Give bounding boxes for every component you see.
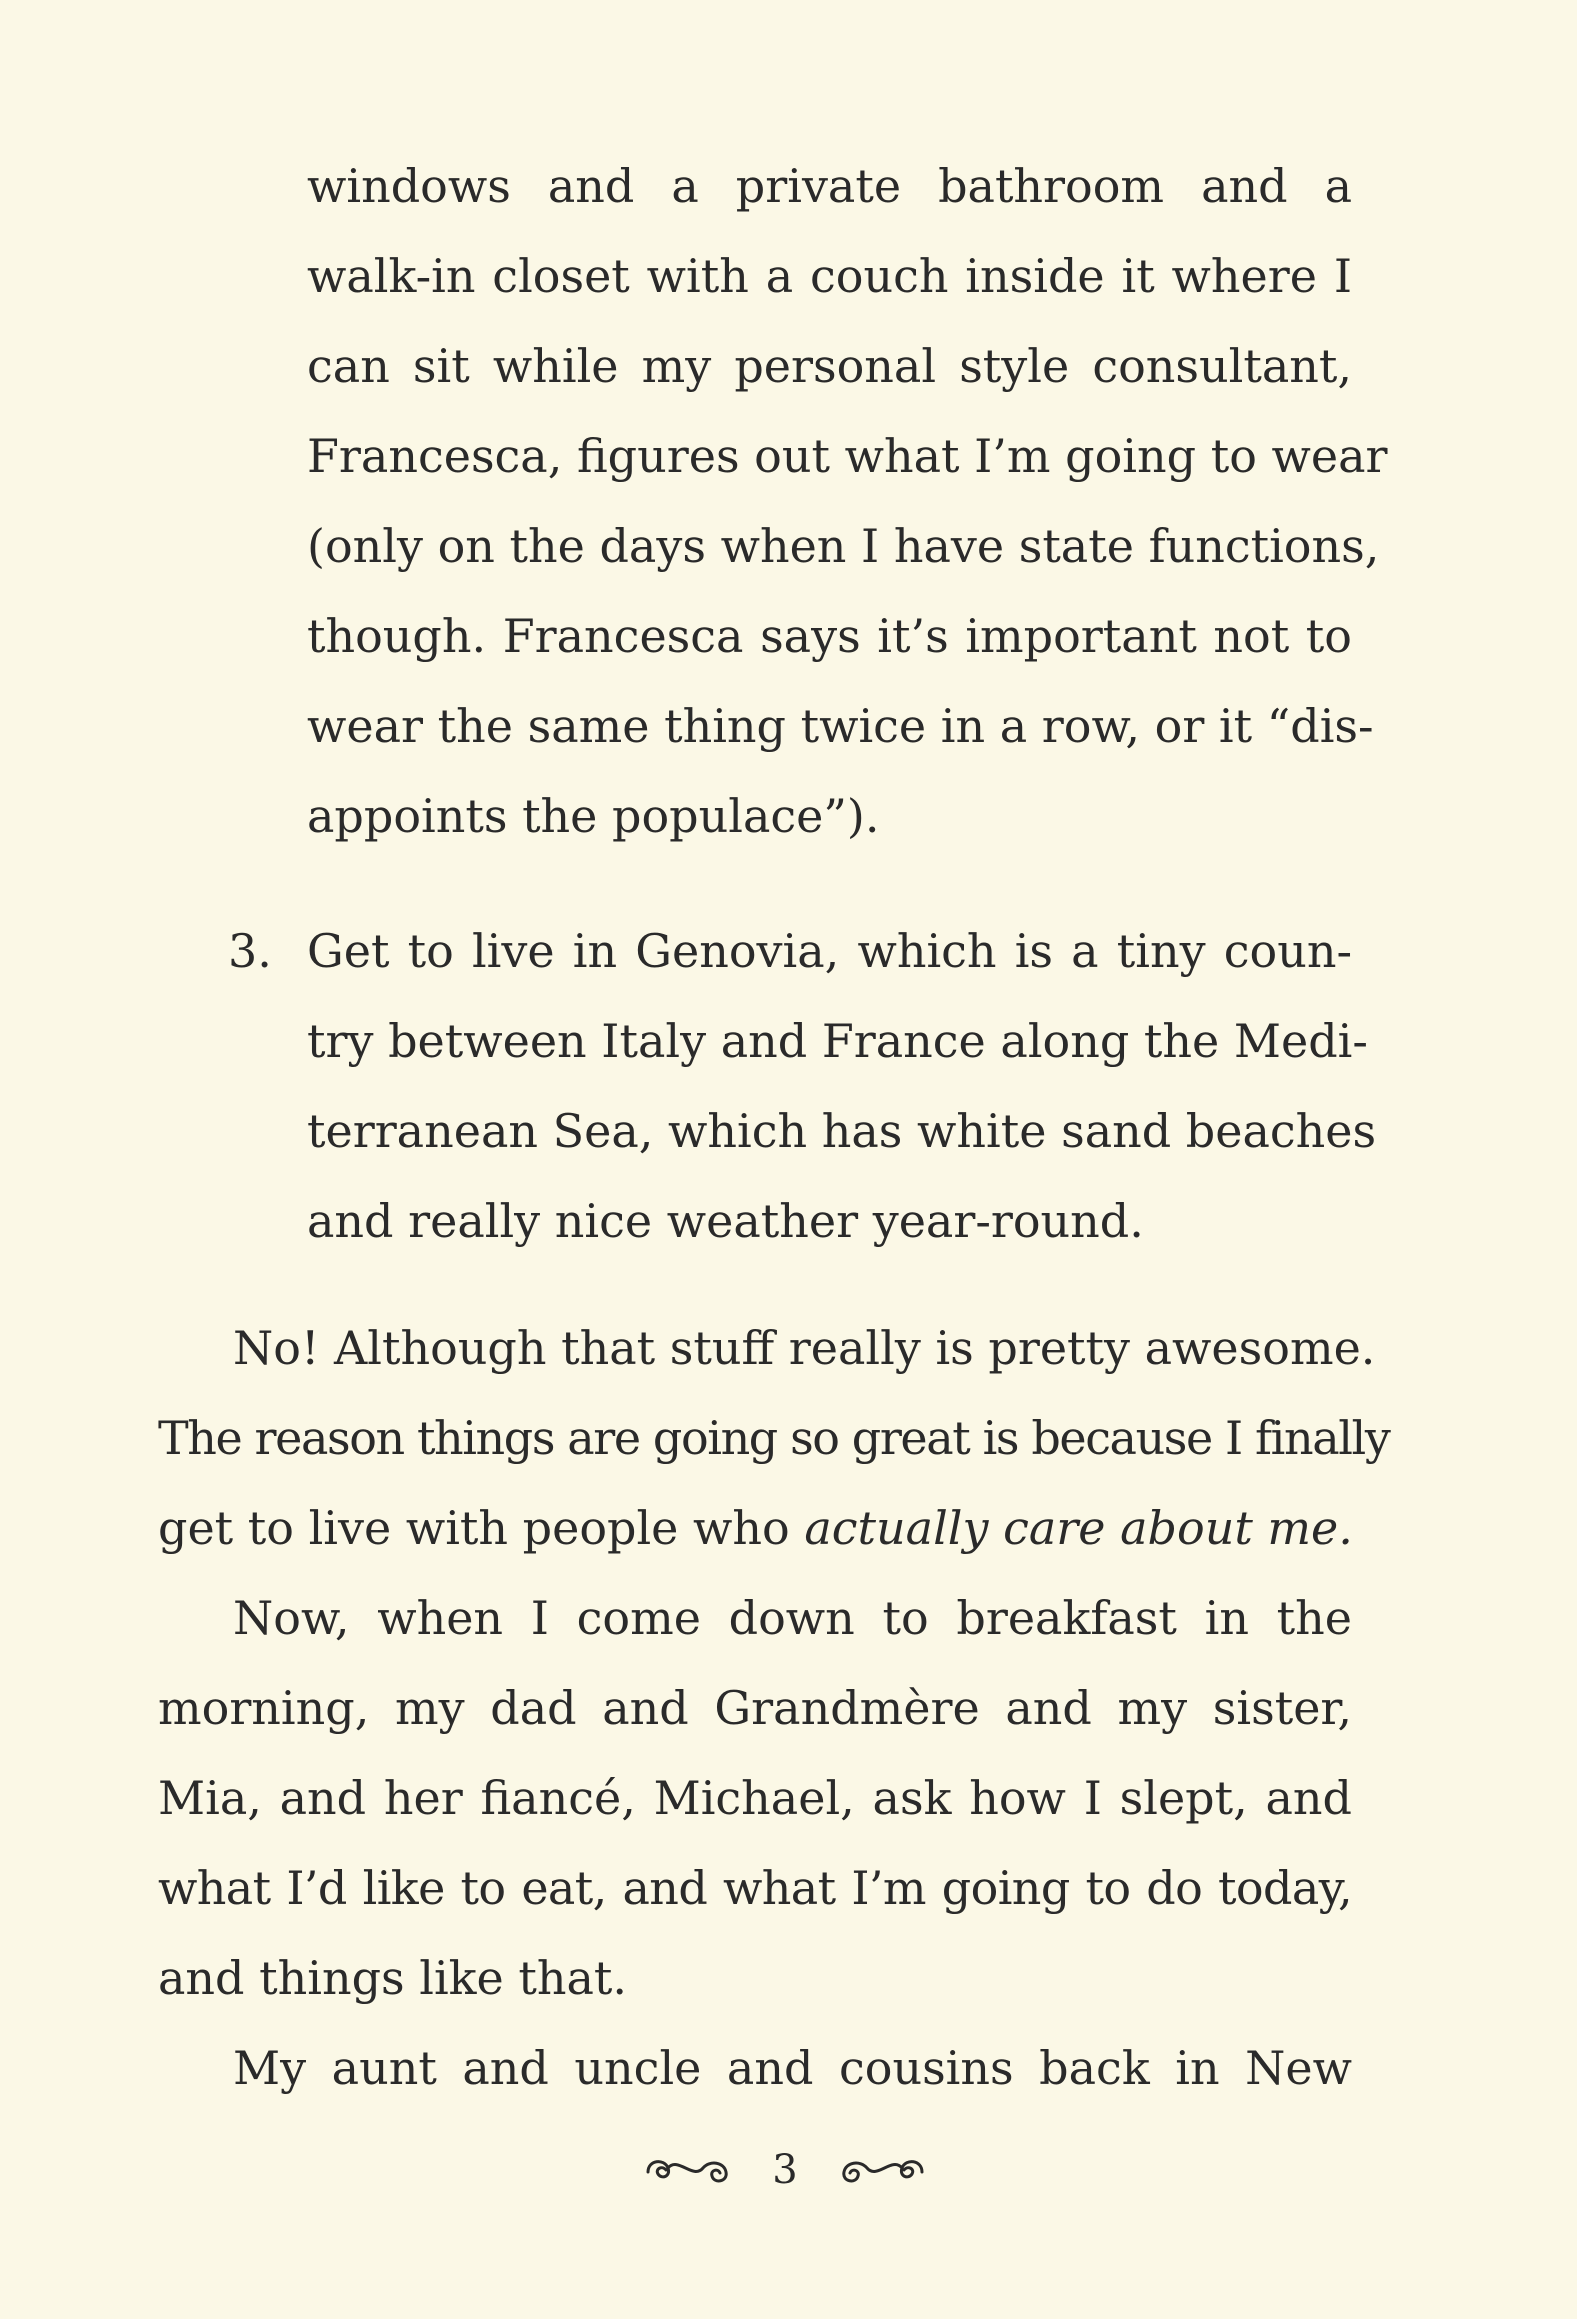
- text-line: Mia, and her fiancé, Michael, ask how I slept, and: [158, 1771, 1352, 1825]
- text-line: can sit while my personal style consultant,: [307, 339, 1352, 393]
- text-line: Now, when I come down to breakfast in the: [233, 1591, 1352, 1645]
- text-line: My aunt and uncle and cousins back in New: [233, 2041, 1352, 2095]
- list-number: 3.: [228, 924, 272, 978]
- italic-emphasis: actually care about me.: [804, 1501, 1353, 1555]
- text-line: windows and a private bathroom and a: [307, 159, 1352, 213]
- text-line: walk-in closet with a couch inside it where I: [307, 249, 1352, 303]
- text-line: wear the same thing twice in a row, or it “dis-: [307, 699, 1374, 753]
- text-line: and things like that.: [158, 1951, 628, 2005]
- text-line: No! Although that stuff really is pretty awesome.: [233, 1321, 1376, 1375]
- text-line: though. Francesca says it’s important not to: [307, 609, 1352, 663]
- text-span: get to live with people who: [158, 1501, 805, 1555]
- swirl-ornament-left-icon: [638, 2150, 738, 2190]
- text-line: try between Italy and France along the Medi-: [307, 1014, 1368, 1068]
- text-line: terranean Sea, which has white sand beaches: [307, 1104, 1377, 1158]
- text-line: [158, 1498, 1353, 1558]
- text-line: The reason things are going so great is because I finally: [158, 1411, 1390, 1465]
- page-footer: [620, 2140, 950, 2200]
- text-line: what I’d like to eat, and what I’m going to do today,: [158, 1861, 1352, 1915]
- text-line: appoints the populace”).: [307, 789, 880, 843]
- text-line: Francesca, figures out what I’m going to wear: [307, 429, 1388, 483]
- text-line: Get to live in Genovia, which is a tiny coun-: [307, 924, 1352, 978]
- text-line: morning, my dad and Grandmère and my sister,: [158, 1681, 1352, 1735]
- text-line: (only on the days when I have state functions,: [307, 519, 1380, 573]
- text-line: and really nice weather year-round.: [307, 1194, 1144, 1248]
- page-number: 3: [772, 2147, 798, 2193]
- swirl-ornament-right-icon: [832, 2150, 932, 2190]
